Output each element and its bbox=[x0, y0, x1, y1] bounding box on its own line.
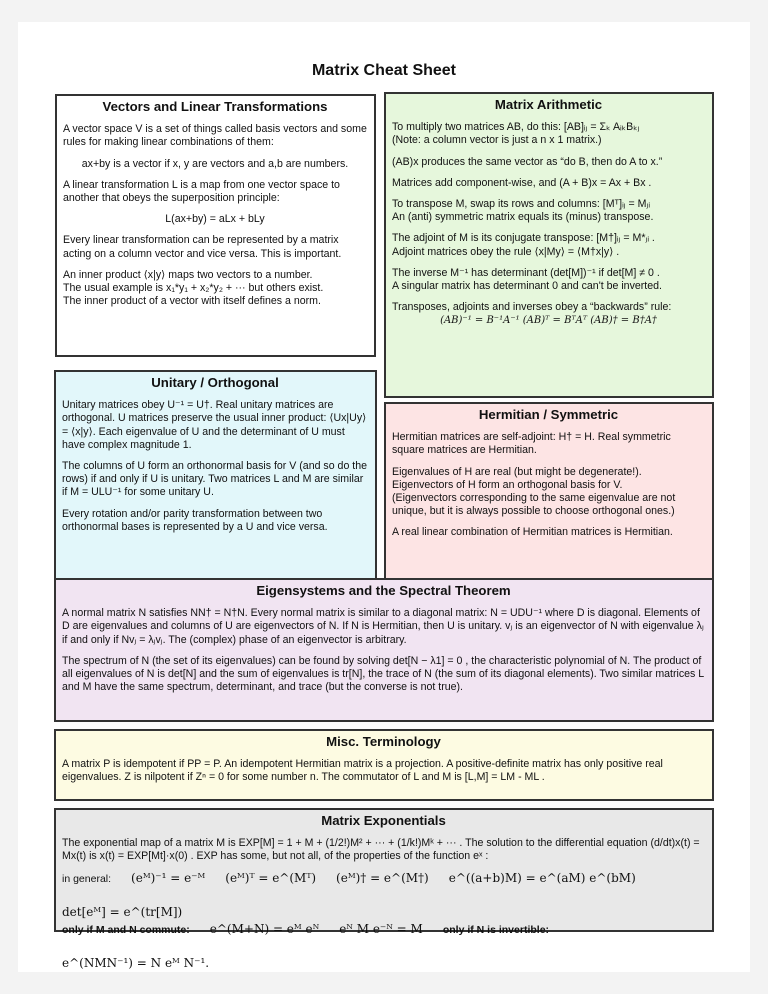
exp-g5: det[eᴹ] = e^(tr[M]) bbox=[62, 904, 183, 919]
eigen-p1: A normal matrix N satisfies NN† = N†N. Every normal matrix is similar to a diagonal matrix: N = UDU⁻¹ where D is diagonal. Elements of D are eigenvalues and columns of U are eigenvectors of N. If N is Hermitian, then U is unitary. vⱼ is an eigenvector of N with eigenvalue λⱼ if and only if Nvⱼ = λⱼvⱼ. The (complex) phase of an eigenvector is arbitrary. bbox=[62, 607, 704, 646]
arithmetic-heading: Matrix Arithmetic bbox=[494, 97, 603, 112]
hermitian-p3: A real linear combination of Hermitian matrices is Hermitian. bbox=[392, 526, 673, 539]
exp-g4: e^((a+b)M) = e^(aM) e^(bM) bbox=[448, 870, 636, 885]
unitary-heading: Unitary / Orthogonal bbox=[151, 375, 279, 390]
vectors-p6a: An inner product ⟨x|y⟩ maps two vectors to a number. bbox=[63, 268, 313, 281]
unitary-p1: Unitary matrices obey U⁻¹ = U†. Real unitary matrices are orthogonal. U matrices preserve the usual inner product: ⟨Ux|Uy⟩ = ⟨x|y⟩. Each eigenvalue of U and the determinant of U must have complex magnitude 1. bbox=[62, 399, 367, 451]
vectors-p2: ax+by is a vector if x, y are vectors and a,b are numbers. bbox=[81, 157, 349, 170]
cheat-sheet-page bbox=[18, 22, 750, 972]
misc-heading: Misc. Terminology bbox=[326, 734, 441, 749]
vectors-p1: A vector space V is a set of things called basis vectors and some rules for making linear combinations of them: bbox=[63, 123, 367, 149]
arithmetic-p4a: To transpose M, swap its rows and columns: [Mᵀ]ᵢⱼ = Mⱼᵢ bbox=[392, 198, 651, 211]
exp-g3: (eᴹ)† = e^(M†) bbox=[336, 870, 429, 885]
unitary-box bbox=[54, 370, 377, 594]
exp-o3: e^(NMN⁻¹) = N eᴹ N⁻¹. bbox=[62, 956, 210, 971]
misc-box bbox=[54, 729, 714, 801]
vectors-p3: A linear transformation L is a map from one vector space to another that obeys the superposition principle: bbox=[63, 178, 340, 205]
vectors-p6c: The inner product of a vector with itself defines a norm. bbox=[63, 295, 321, 308]
exp-g2: (eᴹ)ᵀ = e^(Mᵀ) bbox=[225, 870, 317, 885]
exp-heading: Matrix Exponentials bbox=[321, 813, 446, 828]
arithmetic-p7b: (AB)⁻¹ = B⁻¹A⁻¹ (AB)ᵀ = BᵀAᵀ (AB)† = B†A† bbox=[440, 315, 657, 327]
arithmetic-p3: Matrices add component-wise, and (A + B)x = Ax + Bx . bbox=[392, 176, 652, 189]
arithmetic-p1: To multiply two matrices AB, do this: [AB]ᵢⱼ = Σₖ AᵢₖBₖⱼ bbox=[392, 121, 640, 134]
arithmetic-p6a: The inverse M⁻¹ has determinant (det[M])⁻¹ if det[M] ≠ 0 . bbox=[392, 266, 660, 279]
vectors-box bbox=[55, 94, 376, 357]
hermitian-box bbox=[384, 402, 714, 594]
arithmetic-box bbox=[384, 92, 714, 398]
eigen-p2: The spectrum of N (the set of its eigenvalues) can be found by solving det[N − λ1] = 0 , the characteristic polynomial of N. The product of all eigenvalues of N is det[N] and the sum of eigenvalues is tr[N], the trace of N (the sum of its diagonal elements). Two similar matrices L and M have the same spectrum, determinant, and trace (but the converse is not true). bbox=[62, 654, 704, 694]
vectors-p5: Every linear transformation can be represented by a matrix acting on a column vector and vice versa. This is important. bbox=[63, 234, 342, 260]
hermitian-p1: Hermitian matrices are self-adjoint: H† = H. Real symmetric square matrices are Hermitian. bbox=[392, 431, 671, 457]
unitary-p2: The columns of U form an orthonormal basis for V (and so do the rows) if and only if U is unitary. Two matrices L and M are similar if M = ULU⁻¹ for some unitary U. bbox=[62, 460, 368, 499]
hermitian-p2a: Eigenvalues of H are real (but might be degenerate!). bbox=[392, 465, 642, 478]
exp-only-inv-label: only if N is invertible: bbox=[442, 924, 550, 937]
arithmetic-p4b: An (anti) symmetric matrix equals its (minus) transpose. bbox=[392, 211, 654, 224]
arithmetic-p5a: The adjoint of M is its conjugate transpose: [M†]ᵢⱼ = M*ⱼᵢ . bbox=[392, 232, 655, 245]
exp-only-label: only if M and N commute: bbox=[62, 924, 190, 937]
eigen-box bbox=[54, 578, 714, 722]
eigen-heading: Eigensystems and the Spectral Theorem bbox=[256, 583, 511, 598]
exp-o1: e^(M+N) = eᴹ eᴺ bbox=[209, 922, 320, 937]
exp-only-row bbox=[62, 923, 705, 970]
arithmetic-p7a: Transposes, adjoints and inverses obey a “backwards” rule: bbox=[392, 301, 672, 314]
arithmetic-p2: (AB)x produces the same vector as “do B, then do A to x.” bbox=[392, 155, 663, 168]
unitary-p3: Every rotation and/or parity transformation between two orthonormal bases is represented by a U and vice versa. bbox=[62, 507, 328, 533]
hermitian-p2b: Eigenvectors of H form an orthogonal basis for V. bbox=[392, 478, 623, 491]
vectors-p6b: The usual example is x₁*y₁ + x₂*y₂ + ··· but others exist. bbox=[63, 282, 324, 295]
hermitian-p2c: (Eigenvectors corresponding to the same eigenvalue are not unique, but it is always possible to choose orthogonal ones.) bbox=[392, 492, 676, 518]
exp-g1: (eᴹ)⁻¹ = e⁻ᴹ bbox=[131, 870, 206, 885]
page-title: Matrix Cheat Sheet bbox=[311, 62, 457, 79]
exp-general-label: in general: bbox=[62, 872, 112, 885]
arithmetic-p1b: (Note: a column vector is just a n x 1 matrix.) bbox=[392, 134, 602, 147]
vectors-heading: Vectors and Linear Transformations bbox=[102, 99, 328, 114]
misc-p1: A matrix P is idempotent if PP = P. An idempotent Hermitian matrix is a projection. A positive-definite matrix has only positive real eigenvalues. Z is nilpotent if Zⁿ = 0 for some number n. The commutator of L and M is [L,M] = LM - ML . bbox=[62, 758, 663, 784]
hermitian-heading: Hermitian / Symmetric bbox=[478, 407, 619, 422]
exp-box bbox=[54, 808, 714, 971]
arithmetic-p5b: Adjoint matrices obey the rule ⟨x|My⟩ = ⟨M†x|y⟩ . bbox=[392, 245, 620, 258]
exp-general-row bbox=[62, 872, 705, 919]
vectors-p4: L(ax+by) = aLx + bLy bbox=[165, 213, 265, 226]
exp-o2: eᴺ M e⁻ᴺ = M bbox=[339, 922, 423, 937]
arithmetic-p6b: A singular matrix has determinant 0 and can't be inverted. bbox=[392, 280, 662, 293]
exp-p1: The exponential map of a matrix M is EXP[M] = 1 + M + (1/2!)M² + ··· + (1/k!)Mᵏ + ··· . The solution to the differential equation (d/dt)x(t) = Mx(t) is x(t) = EXP[Mt]·x(0) . EXP has some, but not all, of the properties of the function eˣ : bbox=[62, 837, 700, 863]
